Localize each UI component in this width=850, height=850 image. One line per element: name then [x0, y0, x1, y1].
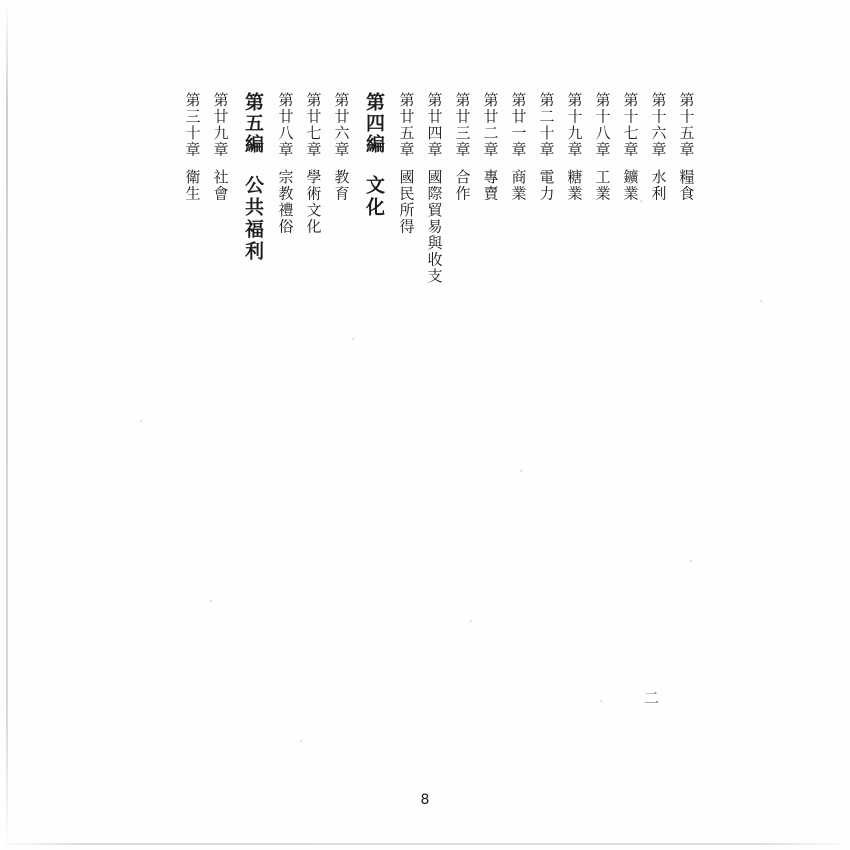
chapter-title: 社會: [211, 169, 230, 202]
toc-section-entry: [243, 92, 262, 392]
section-number: 第五編: [242, 92, 264, 155]
toc-chapter-entry: [213, 92, 228, 392]
scan-edge-bottom: [0, 843, 850, 845]
page-number: 8: [420, 792, 430, 808]
toc-chapter-entry: [399, 92, 414, 392]
chapter-title: 宗教禮俗: [276, 169, 295, 235]
toc-chapter-entry: [427, 92, 442, 392]
scan-speckle: [140, 420, 142, 422]
chapter-title: 電力: [537, 169, 556, 202]
chapter-title: 國際貿易與收支: [425, 169, 444, 285]
chapter-title: 專賣: [481, 169, 500, 202]
chapter-title: 水利: [649, 169, 668, 202]
chapter-title: 合作: [453, 169, 472, 202]
chapter-title: 工業: [593, 169, 612, 202]
toc-chapter-entry: [278, 92, 293, 392]
chapter-number: 第廿七章: [304, 92, 323, 158]
toc-chapter-entry: [306, 92, 321, 392]
toc-chapter-entry: [539, 92, 554, 392]
scan-speckle: [640, 200, 642, 202]
chapter-number: 第廿六章: [332, 92, 351, 158]
chapter-title: 學術文化: [304, 169, 323, 235]
chapter-number: 第三十章: [183, 92, 202, 158]
toc-chapter-entry: [623, 92, 638, 392]
table-of-contents: [178, 92, 700, 392]
chapter-number: 第廿八章: [276, 92, 295, 158]
scan-speckle: [352, 338, 354, 340]
toc-chapter-entry: [679, 92, 694, 392]
toc-chapter-entry: [185, 92, 200, 392]
scan-speckle: [470, 620, 472, 622]
section-title: 公共福利: [242, 175, 264, 263]
chapter-number: 第十八章: [593, 92, 612, 158]
toc-chapter-entry: [651, 92, 666, 392]
toc-section-entry: [364, 92, 383, 392]
chapter-number: 第十五章: [677, 92, 696, 158]
chapter-number: 第廿九章: [211, 92, 230, 158]
scan-speckle: [760, 300, 762, 302]
chapter-number: 第十六章: [649, 92, 668, 158]
section-number: 第四編: [363, 92, 385, 155]
scan-speckle: [300, 740, 302, 742]
chapter-number: 第廿二章: [481, 92, 500, 158]
chapter-title: 商業: [509, 169, 528, 202]
chapter-number: 第二十章: [537, 92, 556, 158]
scan-speckle: [210, 600, 212, 602]
toc-chapter-entry: [483, 92, 498, 392]
chapter-number: 第十七章: [621, 92, 640, 158]
toc-chapter-entry: [595, 92, 610, 392]
chapter-number: 第廿一章: [509, 92, 528, 158]
scan-edge-left: [6, 0, 8, 850]
chapter-number: 第十九章: [565, 92, 584, 158]
scan-speckle: [520, 470, 522, 472]
section-title: 文化: [363, 175, 385, 219]
chapter-title: 鑛業: [621, 169, 640, 202]
chapter-title: 糧食: [677, 169, 696, 202]
toc-chapter-entry: [334, 92, 349, 392]
chapter-number: 第廿四章: [425, 92, 444, 158]
scan-speckle: [600, 700, 602, 702]
page-edge-mark: 二: [642, 690, 660, 707]
scan-speckle: [690, 560, 692, 562]
chapter-number: 第廿五章: [397, 92, 416, 158]
toc-chapter-entry: [455, 92, 470, 392]
chapter-title: 衛生: [183, 169, 202, 202]
chapter-number: 第廿三章: [453, 92, 472, 158]
toc-chapter-entry: [567, 92, 582, 392]
chapter-title: 國民所得: [397, 169, 416, 235]
chapter-title: 糖業: [565, 169, 584, 202]
toc-chapter-entry: [511, 92, 526, 392]
chapter-title: 教育: [332, 169, 351, 202]
